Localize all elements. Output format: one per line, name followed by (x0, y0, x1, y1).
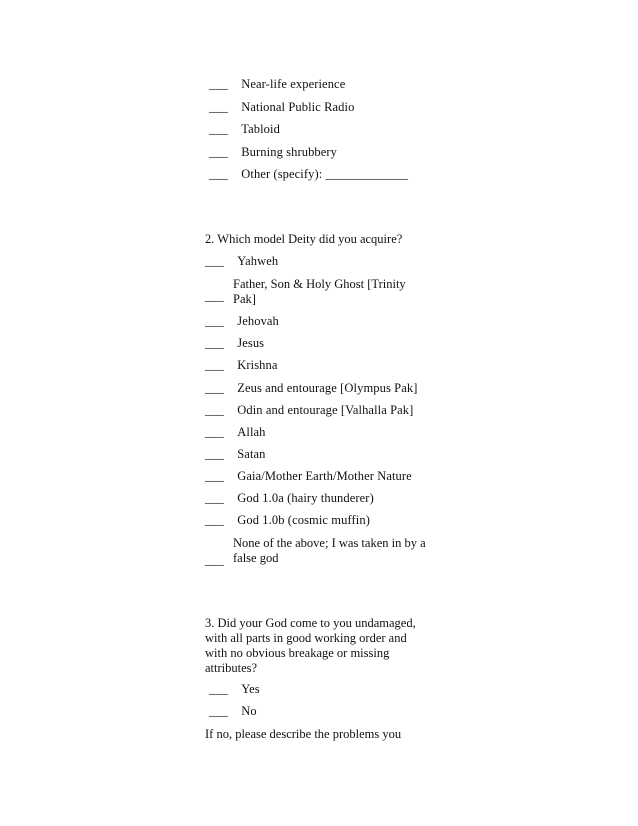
question-3-line: with all parts in good working order and (205, 631, 407, 645)
option-tabloid (209, 122, 280, 137)
option-allah (205, 425, 266, 440)
option-label: National Public Radio (241, 100, 355, 114)
option-label: Odin and entourage [Valhalla Pak] (237, 403, 414, 417)
question-3-text (205, 616, 435, 676)
blank-marker: ___ (205, 447, 224, 461)
option-other-specify (209, 167, 408, 182)
option-krishna (205, 358, 278, 373)
option-label: Near-life experience (241, 77, 346, 91)
blank-marker: ___ (209, 77, 228, 91)
question-3-followup: If no, please describe the problems you (205, 727, 402, 741)
blank-marker: ___ (205, 381, 224, 395)
option-label: Tabloid (241, 122, 280, 136)
option-jehovah (205, 314, 279, 329)
option-no (209, 704, 257, 719)
option-gaia (205, 469, 412, 484)
option-label: Yes (241, 682, 260, 696)
option-label: Gaia/Mother Earth/Mother Nature (237, 469, 412, 483)
option-false-god-label: None of the above; I was taken in by a false god (233, 536, 426, 565)
option-zeus (205, 381, 418, 396)
question-3-line: with no obvious breakage or missing (205, 646, 390, 660)
blank-marker: ___ (205, 254, 224, 268)
option-label: God 1.0b (cosmic muffin) (237, 513, 370, 527)
blank-marker: ___ (205, 314, 224, 328)
option-label: No (241, 704, 257, 718)
option-label: Yahweh (237, 254, 279, 268)
question-2-text: 2. Which model Deity did you acquire? (205, 232, 403, 246)
option-near-life-experience (209, 77, 345, 92)
blank-marker: ___ (205, 513, 224, 527)
option-burning-shrubbery (209, 145, 337, 160)
blank-marker: ___ (205, 403, 224, 417)
option-yes (209, 682, 260, 697)
blank-marker: ___ (209, 122, 228, 136)
option-label: Allah (237, 425, 266, 439)
blank-marker: ___ (209, 167, 228, 181)
option-yahweh (205, 254, 278, 269)
option-satan (205, 447, 266, 462)
option-label: Krishna (237, 358, 278, 372)
blank-marker: ___ (205, 469, 224, 483)
blank-marker: ___ (205, 358, 224, 372)
blank-marker: ___ (205, 289, 224, 303)
option-label: Jehovah (237, 314, 279, 328)
blank-marker: ___ (209, 145, 228, 159)
blank-marker: ___ (205, 336, 224, 350)
option-trinity-marker (205, 289, 231, 304)
blank-marker: ___ (205, 425, 224, 439)
blank-marker: ___ (205, 553, 224, 567)
blank-marker: ___ (209, 100, 228, 114)
question-3-line: 3. Did your God come to you undamaged, (205, 616, 416, 630)
blank-marker: ___ (209, 704, 228, 718)
option-trinity-label: Father, Son & Holy Ghost [Trinity Pak] (233, 277, 406, 306)
option-odin (205, 403, 413, 418)
blank-marker: ___ (209, 682, 228, 696)
option-jesus (205, 336, 264, 351)
option-label: God 1.0a (hairy thunderer) (237, 491, 374, 505)
option-label: Zeus and entourage [Olympus Pak] (237, 381, 418, 395)
option-national-public-radio (209, 100, 354, 115)
blank-marker: ___ (205, 491, 224, 505)
option-god-1-0b (205, 513, 370, 528)
option-label: Burning shrubbery (241, 145, 338, 159)
question-3-line: attributes? (205, 661, 258, 675)
option-god-1-0a (205, 491, 374, 506)
option-label: Satan (237, 447, 266, 461)
option-false-god-marker (205, 553, 231, 568)
option-label: Jesus (237, 336, 265, 350)
option-label: Other (specify): _____________ (241, 167, 409, 181)
